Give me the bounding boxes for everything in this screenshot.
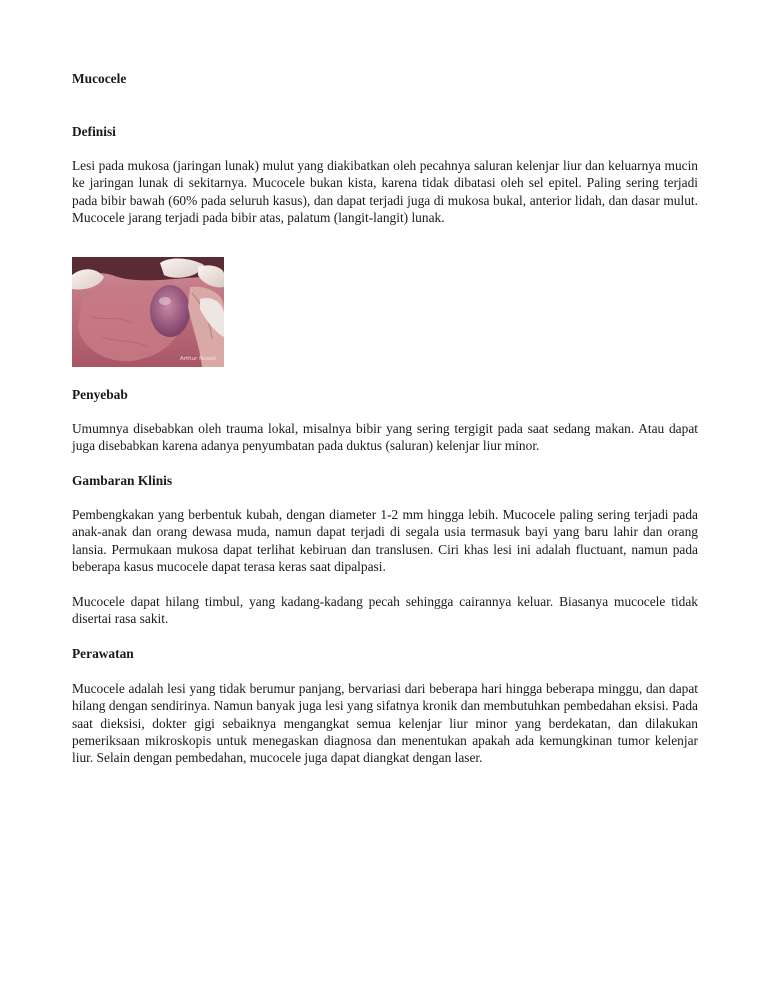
mucocele-lip-photo: [72, 257, 224, 367]
photo-credit: Arthur Nowel: [179, 356, 216, 362]
document-title: Mucocele: [72, 71, 127, 86]
paragraph-penyebab: Umumnya disebabkan oleh trauma lokal, misalnya bibir yang sering tergigit pada saat sedang makan. Atau dapat juga disebabkan karena adanya penyumbatan pada duktus (saluran) kelenjar liur minor.: [72, 421, 698, 454]
heading-perawatan: Perawatan: [72, 646, 134, 661]
heading-gambaran-klinis: Gambaran Klinis: [72, 473, 173, 488]
paragraph-definisi: Lesi pada mukosa (jaringan lunak) mulut yang diakibatkan oleh pecahnya saluran kelenjar liur dan keluarnya mucin ke jaringan lunak di sekitarnya. Mucocele bukan kista, karena tidak dibatasi oleh sel epitel. Paling sering terjadi pada bibir bawah (60% pada seluruh kasus), dan dapat terjadi juga di mukosa bukal, anterior lidah, dan dasar mulut. Mucocele jarang terjadi pada bibir atas, palatum (langit-langit) lunak.: [72, 158, 698, 225]
paragraph-perawatan: Mucocele adalah lesi yang tidak berumur panjang, bervariasi dari beberapa hari hingga beberapa minggu, dan dapat hilang dengan sendirinya. Namun banyak juga lesi yang sifatnya kronik dan membutuhkan pembedahan eksisi. Pada saat dieksisi, dokter gigi sebaiknya mengangkat semua kelenjar liur minor yang berdekatan, dan dilakukan pemeriksaan mikroskopis untuk menegaskan diagnosa dan menentukan apakah ada kemungkinan tumor kelenjar liur. Selain dengan pembedahan, mucocele juga dapat diangkat dengan laser.: [72, 681, 698, 766]
heading-definisi: Definisi: [72, 124, 116, 139]
paragraph-gambaran-klinis-1: Pembengkakan yang berbentuk kubah, dengan diameter 1-2 mm hingga lebih. Mucocele paling sering terjadi pada anak-anak dan orang dewasa muda, namun dapat terjadi di segala usia termasuk bayi yang baru lahir dan orang lansia. Permukaan mukosa dapat terlihat kebiruan dan translusen. Ciri khas lesi ini adalah fluctuant, namun pada beberapa kasus mucocele dapat terasa keras saat dipalpasi.: [72, 507, 698, 574]
paragraph-gambaran-klinis-2: Mucocele dapat hilang timbul, yang kadang-kadang pecah sehingga cairannya keluar. Biasanya mucocele tidak disertai rasa sakit.: [72, 594, 698, 627]
heading-penyebab: Penyebab: [72, 387, 128, 402]
